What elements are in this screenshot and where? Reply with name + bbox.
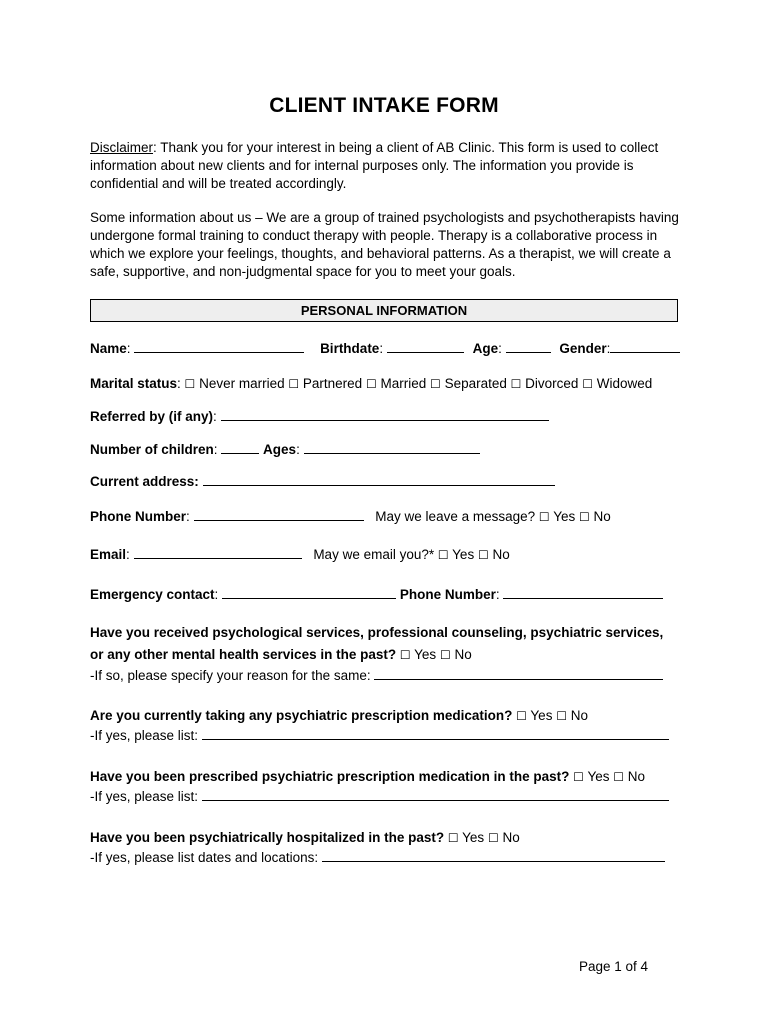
message-no-label: No — [593, 509, 611, 524]
question-1-text-1: Have you received psychological services, professional counseling, psychiatric services, — [90, 625, 664, 640]
birthdate-field[interactable] — [387, 340, 464, 353]
question-1-line-1 — [90, 624, 663, 642]
q2-list-field[interactable] — [202, 727, 669, 740]
checkbox-divorced[interactable]: ☐ — [510, 377, 522, 391]
q4-yes-label: Yes — [462, 830, 485, 845]
age-label: Age — [472, 341, 499, 356]
section-header-personal-information: PERSONAL INFORMATION — [90, 299, 678, 322]
email-label: Email — [90, 547, 127, 562]
checkbox-email-yes[interactable]: ☐ — [437, 548, 449, 562]
q4-follow-label: -If yes, please list dates and locations: — [90, 850, 319, 865]
checkbox-q1-no[interactable]: ☐ — [439, 648, 451, 662]
referred-by-label: Referred by (if any) — [90, 409, 214, 424]
q1-reason-field[interactable] — [374, 667, 663, 680]
checkbox-q3-yes[interactable]: ☐ — [573, 770, 584, 784]
emergency-contact-field[interactable] — [222, 586, 396, 599]
option-widowed: Widowed — [596, 376, 653, 391]
row-current-address — [90, 473, 555, 491]
page-number: Page 1 of 4 — [579, 959, 649, 974]
option-divorced: Divorced — [525, 376, 579, 391]
phone-number-label: Phone Number — [90, 509, 187, 524]
emergency-phone-label: Phone Number — [399, 587, 496, 602]
question-1-line-2 — [90, 646, 472, 664]
question-3-text: Have you been prescribed psychiatric prescription medication in the past? — [90, 769, 570, 784]
q3-list-field[interactable] — [202, 788, 669, 801]
email-no-label: No — [492, 547, 510, 562]
phone-number-field[interactable] — [194, 508, 364, 521]
question-1-text-2: or any other mental health services in the past? — [90, 647, 397, 662]
ages-label: Ages — [263, 442, 297, 457]
emergency-phone-field[interactable] — [503, 586, 663, 599]
emergency-contact-label: Emergency contact — [90, 587, 215, 602]
disclaimer-label: Disclaimer — [90, 140, 154, 155]
about-paragraph: Some information about us – We are a group of trained psychologists and psychotherapists having undergone formal training to conduct therapy with people. Therapy is a collaborative process in which we explore your feelings, thoughts, and behavioral patterns. As a therapist, we will create a safe, supportive, and non-judgmental space for you to meet your goals. — [90, 210, 679, 279]
name-label: Name — [90, 341, 127, 356]
row-email: Email: May we email you?* ☐ Yes ☐ No — [90, 547, 510, 562]
question-4 — [90, 829, 520, 847]
gender-label: Gender — [559, 341, 607, 356]
checkbox-email-no[interactable]: ☐ — [477, 548, 489, 562]
email-you-label: May we email you?* — [313, 547, 435, 562]
email-field[interactable] — [134, 546, 302, 559]
num-children-label: Number of children — [90, 442, 214, 457]
checkbox-q2-no[interactable]: ☐ — [556, 709, 567, 723]
num-children-field[interactable] — [221, 441, 259, 454]
q3-follow-label: -If yes, please list: — [90, 789, 199, 804]
q1-follow-label: -If so, please specify your reason for the same: — [90, 668, 371, 683]
checkbox-q4-yes[interactable]: ☐ — [447, 831, 459, 845]
q4-no-label: No — [502, 830, 520, 845]
q2-no-label: No — [570, 708, 589, 723]
marital-status-label: Marital status — [90, 376, 178, 391]
row-marital-status: Marital status: ☐ Never married ☐ Partnered ☐ Married ☐ Separated ☐ Divorced ☐ Widowed — [90, 376, 653, 391]
q1-no-label: No — [454, 647, 472, 662]
form-title: CLIENT INTAKE FORM — [269, 94, 499, 117]
option-separated: Separated — [444, 376, 507, 391]
q1-yes-label: Yes — [414, 647, 437, 662]
checkbox-q4-no[interactable]: ☐ — [487, 831, 499, 845]
question-3 — [90, 768, 645, 786]
option-never-married: Never married — [199, 376, 285, 391]
checkbox-separated[interactable]: ☐ — [430, 377, 441, 391]
birthdate-label: Birthdate — [320, 341, 380, 356]
row-referred-by: Referred by (if any): — [90, 408, 549, 426]
q2-yes-label: Yes — [530, 708, 553, 723]
option-partnered: Partnered — [302, 376, 363, 391]
checkbox-message-no[interactable]: ☐ — [578, 510, 590, 524]
checkbox-partnered[interactable]: ☐ — [288, 377, 300, 391]
name-field[interactable] — [134, 340, 304, 353]
referred-by-field[interactable] — [221, 408, 549, 421]
checkbox-q2-yes[interactable]: ☐ — [516, 709, 527, 723]
email-yes-label: Yes — [452, 547, 475, 562]
gender-field[interactable] — [610, 340, 680, 353]
row-emergency-contact: Emergency contact: Phone Number: — [90, 586, 663, 604]
q3-no-label: No — [627, 769, 646, 784]
question-2-text: Are you currently taking any psychiatric prescription medication? — [90, 708, 513, 723]
checkbox-q1-yes[interactable]: ☐ — [399, 648, 411, 662]
disclaimer-paragraph — [90, 139, 690, 193]
question-4-follow-up — [90, 849, 665, 867]
checkbox-widowed[interactable]: ☐ — [582, 377, 593, 391]
question-1-follow-up — [90, 667, 663, 685]
leave-message-label: May we leave a message? — [375, 509, 536, 524]
message-yes-label: Yes — [553, 509, 576, 524]
current-address-field[interactable] — [203, 473, 555, 486]
question-2 — [90, 707, 588, 725]
checkbox-married[interactable]: ☐ — [365, 377, 377, 391]
age-field[interactable] — [506, 340, 551, 353]
q4-dates-field[interactable] — [322, 849, 665, 862]
question-4-text: Have you been psychiatrically hospitalized in the past? — [90, 830, 445, 845]
disclaimer-text: : Thank you for your interest in being a client of AB Clinic. This form is used to collect information about new clients and for internal purposes only. The information you provide is confidential and will be treated accordingly. — [90, 140, 659, 191]
row-children: Number of children: Ages: — [90, 441, 480, 459]
q3-yes-label: Yes — [587, 769, 610, 784]
checkbox-message-yes[interactable]: ☐ — [538, 510, 550, 524]
q2-follow-label: -If yes, please list: — [90, 728, 199, 743]
question-2-follow-up — [90, 727, 669, 745]
checkbox-never-married[interactable]: ☐ — [184, 377, 196, 391]
option-married: Married — [380, 376, 427, 391]
ages-field[interactable] — [304, 441, 480, 454]
checkbox-q3-no[interactable]: ☐ — [613, 770, 624, 784]
row-phone: Phone Number: May we leave a message? ☐ Yes ☐ No — [90, 509, 611, 524]
current-address-label: Current address: — [90, 474, 199, 489]
row-name: Name: Birthdate: Age: Gender: — [90, 340, 680, 358]
question-3-follow-up — [90, 788, 669, 806]
